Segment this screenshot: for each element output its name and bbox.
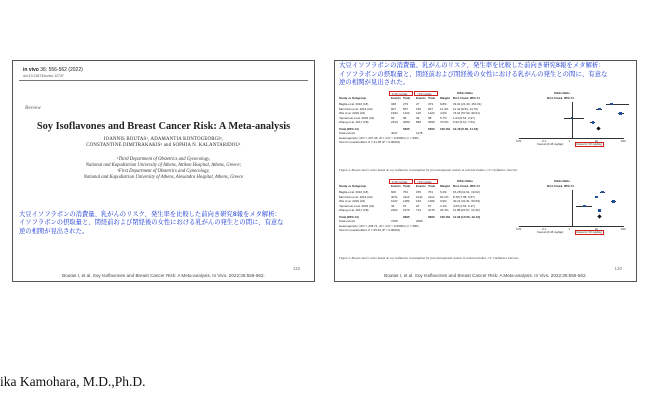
x-tick-label: 0.1 (542, 227, 547, 232)
favours-right-box: Favours [>15 mg/day] (576, 143, 602, 147)
table-cell: 119 (416, 111, 421, 116)
effect-marker (583, 205, 586, 208)
table-cell: 62.2% (440, 194, 449, 199)
table-cell: 1041 (416, 194, 423, 199)
right-slide (334, 60, 637, 282)
x-tick-label: 10 (594, 139, 598, 144)
table-cell: 1994 (391, 111, 398, 116)
table-cell: 348 (391, 102, 397, 106)
x-axis (519, 138, 624, 139)
table-cell: 2462 (391, 208, 398, 213)
group-label: >15 mg/day (414, 91, 438, 96)
summary-line: イソフラボンの摂取量と、閉経前および閉経後の女性における乳がんの発生との間に、有意な (339, 69, 608, 78)
table-cell: 11.33 [10.56, 12.13] (453, 214, 480, 219)
effect-marker (601, 191, 604, 194)
table-header (339, 184, 632, 189)
figure-caption: Figure 5. Breast cancer cases based on soy isoflavone consumption for post-menopausal women in selected studies. CI: Confidence interval. (339, 256, 519, 260)
japanese-summary (19, 211, 308, 236)
favours-left-label: Favours [0-15 mg/day] (537, 231, 564, 235)
x-tick-label: 0.1 (542, 139, 547, 144)
table-cell: 714 (416, 208, 422, 213)
x-tick-label: 100 (621, 227, 626, 232)
table-cell: 7209 (391, 219, 398, 224)
null-line (572, 102, 573, 138)
table-cell: Morimoto et al. 2014 (22) (339, 106, 373, 111)
table-cell: 23.4% (440, 208, 449, 213)
table-cell: 3059 (403, 120, 410, 125)
table-cell: Yamamoto et al. 2003 (24) (339, 203, 375, 208)
x-axis (519, 226, 624, 227)
table-cell: 6.52 [5.10, 7.63] (453, 120, 475, 125)
table-cell: 606 (391, 190, 397, 194)
table-cell: 98 (403, 115, 407, 120)
summary-line: 大豆イソフラボンの消費量、乳がんのリスク、発生率を比較した前向き研究8報をメタ解析： (19, 211, 281, 218)
odds-ratio-header: Odds Ratio (554, 91, 571, 95)
table-cell: 657 (428, 106, 434, 111)
table-cell: 93 (391, 115, 395, 120)
table-cell: 4112 (428, 194, 435, 199)
forest-plot-postmenopausal (339, 179, 632, 251)
affiliation-line: National and Kapodistrian University of Athens, Attikon Hospital, Athens, Greece; (85, 163, 242, 168)
table-cell: 67 (428, 203, 432, 208)
table-header (339, 96, 632, 101)
x-tick-label: 10 (594, 227, 598, 232)
column-header: Total (428, 96, 435, 100)
x-tick-label: 1 (568, 139, 571, 144)
x-tick-label: 0.01 (516, 227, 522, 232)
confidence-interval (564, 118, 584, 119)
table-cell: Total events (339, 219, 356, 224)
effect-marker (619, 112, 622, 115)
table-cell: 9.8% (440, 102, 447, 106)
favours-right-label (575, 143, 604, 146)
table-cell: 162 (416, 199, 422, 204)
table-cell: 848 (416, 120, 422, 125)
column-header: Events (391, 96, 401, 100)
table-cell: 10.46 [5.50, 11.54] (453, 126, 479, 131)
favours-right-box: Favours [>15 mg/day] (576, 231, 602, 235)
table-cell: 5305 (428, 126, 435, 131)
effect-marker (595, 196, 598, 199)
table-cell: 15.28 [11.91, 19.62] (453, 190, 480, 194)
table-cell: 5305 (403, 126, 410, 131)
citation-footer: Boutas I, et al. Soy Isoflavones and Breast Cancer Risk: A Meta-analysis. In Vivo. 2022;36:556-562. (384, 273, 587, 278)
column-header: Total (428, 184, 435, 188)
table-cell: 27 (416, 102, 420, 106)
odds-ratio-header: Odds Ratio (457, 91, 474, 95)
affiliation-line: National and Kapodistrian University of Athens, Alexandra Hospital, Athens, Greece (83, 175, 244, 180)
table-cell: 761 (428, 190, 434, 194)
column-header: Weight (440, 96, 450, 100)
table-cell: Yamamoto et al. 2003 (24) (339, 115, 375, 120)
left-slide (12, 60, 315, 282)
column-header: Events (416, 184, 426, 188)
summary-line: 大豆イソフラボンの消費量、乳がんのリスク、発生率を比較した前向き研究8報をメタ解析： (339, 61, 605, 69)
table-cell: 100.0% (440, 214, 451, 219)
table-cell: 150 (416, 106, 422, 111)
journal-issue: 36: 556-562 (2022) (40, 67, 83, 73)
table-cell: 24 (416, 203, 420, 208)
table-cell: 4112 (403, 194, 410, 199)
table-cell: 11.42 [8.53, 14.70] (453, 106, 478, 111)
x-tick-label: 1 (568, 227, 571, 232)
table-row (339, 208, 632, 212)
table-cell: Total (95% CI) (339, 214, 359, 219)
column-header: Study or Subgroup (339, 184, 367, 188)
column-header: M-H, Fixed, 95% CI (453, 96, 480, 100)
table-cell: 4.1% (440, 203, 447, 208)
summary-line: イソフラボンの摂取量と、閉経前および閉経後の女性における乳がんの発生との間に、有意な (19, 219, 284, 227)
table-cell: 67 (403, 203, 407, 208)
table-cell: 1027 (391, 199, 398, 204)
column-header: Events (391, 184, 401, 188)
table-cell: Wei et al. 2019 (23) (339, 199, 366, 204)
forest-plot-premenopausal (339, 91, 632, 163)
table-cell: 6.4% (440, 190, 447, 194)
column-header: M-H, Fixed, 95% CI (453, 184, 480, 188)
table-cell: Morimoto et al. 2014 (22) (339, 194, 373, 199)
table-cell: 11.88 [10.57, 13.36] (453, 208, 480, 213)
table-cell: 1.04 [0.51, 2.97] (453, 115, 475, 120)
effect-marker (612, 200, 615, 203)
table-cell: 40.21 [31.91, 50.66] (453, 199, 480, 204)
table-cell: 1120 (403, 111, 410, 116)
effect-marker (592, 121, 595, 124)
table-cell: 657 (403, 106, 409, 111)
favours-left-label: Favours [0-15 mg/day] (537, 143, 564, 147)
table-cell: 9305 (403, 214, 410, 219)
table-cell: 3.09 [1.53, 6.17] (453, 203, 475, 208)
affiliations (13, 157, 314, 181)
table-cell: Zhang et al. 2017 (28) (339, 208, 369, 213)
table-cell: 3176 (428, 208, 435, 213)
table-cell: Wei et al. 2019 (23) (339, 111, 366, 116)
table-cell: 2310 (391, 120, 398, 125)
authors-line: IOANNIS BOUTAS¹, ADAMANTIA KONTOGEORGI², (103, 137, 224, 142)
article-title: Soy Isoflavones and Breast Cancer Risk: A Meta-analysis (36, 121, 291, 132)
effect-marker (598, 108, 601, 111)
table-cell: 373 (428, 102, 434, 106)
table-cell: 74.91 [57.92, 96.91] (453, 111, 480, 116)
table-cell: 3071 (391, 194, 398, 199)
odds-ratio-header: Odds Ratio (554, 179, 571, 183)
effect-marker (598, 209, 601, 212)
table-cell: Heterogeneity: Chi² = 347.45, df = 4 (P < 0.00001); I² = 99% (339, 135, 419, 140)
summary-line: 逆の相関が見出された。 (339, 78, 410, 87)
x-tick-label: 0.01 (516, 139, 522, 144)
favours-right-label (575, 231, 604, 234)
null-line (572, 190, 573, 226)
table-cell: 1178 (416, 131, 423, 136)
table-cell: Total events (339, 131, 356, 136)
table-cell: 4017 (391, 131, 398, 136)
table-cell: 33.01 [21.33, 151.61] (453, 102, 482, 106)
authors (13, 137, 314, 149)
table-cell: Test for overall effect: Z = 69.61 (P < 0.00001) (339, 228, 401, 233)
table-cell: 100.0% (440, 126, 451, 131)
table-cell: 4.0% (440, 111, 447, 116)
table-cell: 8.78 [7.98, 9.67] (453, 194, 475, 199)
table-cell: Zhang et al. 2017 (28) (339, 120, 369, 125)
column-header: Study or Subgroup (339, 96, 367, 100)
header-divider (19, 80, 308, 81)
table-cell: 1189 (428, 199, 435, 204)
table-cell: 98 (428, 115, 432, 120)
column-header: Total (403, 184, 410, 188)
affiliation-line: ¹Third Department of Obstetrics and Gynecology, (116, 157, 211, 162)
table-cell: Baglia et al. 2016 (18) (339, 190, 369, 194)
table-cell: 9305 (428, 214, 435, 219)
group-label: >15 mg/day (414, 179, 438, 184)
journal-name: in vivo (23, 67, 39, 73)
figure-caption: Figure 4. Breast cancer cases based on soy isoflavone consumption for pre-menopausal women in selected studies. CI: Confidence interval. (339, 168, 518, 172)
section-label: Review (25, 105, 41, 111)
table-cell: 1120 (428, 111, 435, 116)
table-cell: 39 (416, 115, 420, 120)
page-number: 118 (292, 266, 300, 271)
table-cell: 11.4% (440, 106, 449, 111)
table-cell: 70.0% (440, 120, 449, 125)
x-tick-label: 100 (621, 139, 626, 144)
japanese-summary (339, 61, 632, 87)
group-label: 0-15 mg/day (389, 91, 413, 96)
effect-marker (610, 103, 613, 106)
doi: doi:10.21873/invivo.12737 (23, 74, 64, 78)
citation-footer: Boutas I, et al. Soy Isoflavones and Breast Cancer Risk: A Meta-analysis. In Vivo. 2022;36:556-562. (62, 273, 265, 278)
authors-line: CONSTANTINE DIMITRAKAKIS² and SOPHIA N. KALANTARIDOU¹ (86, 143, 241, 148)
page-number: 120 (614, 266, 622, 271)
table-cell: 3.9% (440, 199, 447, 204)
table-cell: Baglia et al. 2016 (18) (339, 102, 369, 106)
table-cell: 5.7% (440, 115, 447, 120)
table-cell: 907 (391, 106, 397, 111)
table-cell: Test for overall effect: Z = 31.38 (P < 0.00001) (339, 140, 401, 145)
column-header: Total (403, 96, 410, 100)
table-cell: 2096 (416, 219, 423, 224)
presenter-name: ika Kamohara, M.D.,Ph.D. (0, 374, 146, 389)
table-cell: 155 (416, 190, 422, 194)
table-row (339, 120, 632, 124)
table-cell: 273 (403, 102, 409, 106)
summary-line: 逆の相関が見出された。 (19, 227, 89, 235)
column-header: M-H, Fixed, 95% CI (547, 184, 574, 188)
table-cell: 3059 (428, 120, 435, 125)
table-cell: Heterogeneity: Chi² = 248.71, df = 4 (P < 0.00001); I² = 98% (339, 223, 419, 228)
column-header: Weight (440, 184, 450, 188)
table-cell: 3176 (403, 208, 410, 213)
table-cell: 761 (403, 190, 409, 194)
column-header: Events (416, 96, 426, 100)
table-cell: 43 (391, 203, 395, 208)
table-cell: 1189 (403, 199, 410, 204)
journal-header (23, 67, 83, 79)
table-cell: Total (95% CI) (339, 126, 359, 131)
group-label: 0-15 mg/day (389, 179, 413, 184)
affiliation-line: ²First Department of Obstetrics and Gynecology, (117, 169, 210, 174)
column-header: M-H, Fixed, 95% CI (547, 96, 574, 100)
odds-ratio-header: Odds Ratio (457, 179, 474, 183)
